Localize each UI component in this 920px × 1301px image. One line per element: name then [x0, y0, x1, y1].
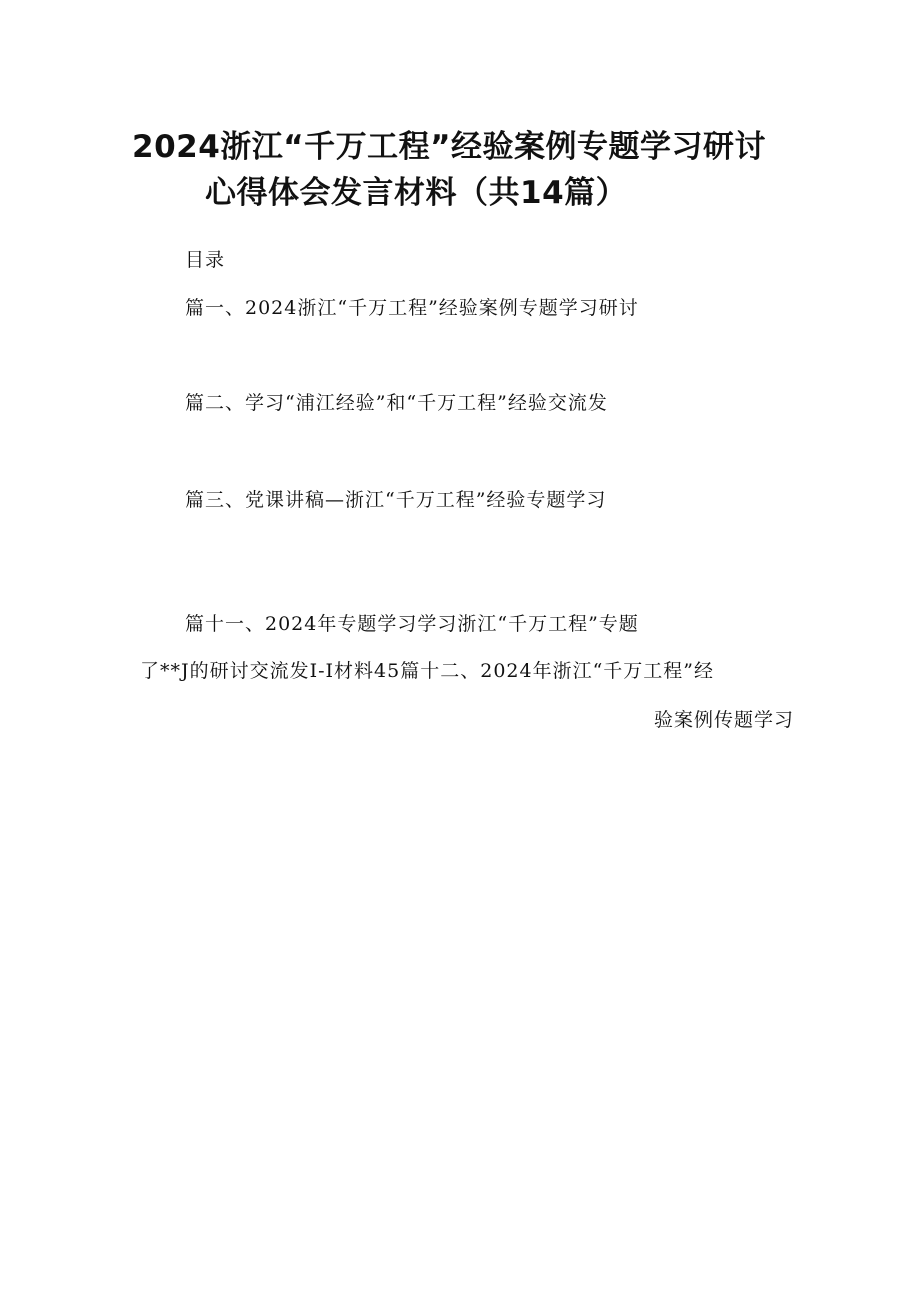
- toc-entry-3: 篇三、党课讲稿—浙江“千万工程”经验专题学习: [185, 489, 607, 511]
- toc-heading: 目录: [185, 249, 226, 271]
- document-title-line-2: 心得体会发言材料（共14篇）: [205, 175, 628, 211]
- toc-entry-2: 篇二、学习“浦江经验”和“千万工程”经验交流发: [185, 392, 608, 414]
- document-title-line-1: 2024浙江“千万工程”经验案例专题学习研讨: [132, 129, 767, 165]
- toc-entry-1: 篇一、2024浙江“千万工程”经验案例专题学习研讨: [185, 297, 639, 319]
- toc-entry-11: 篇十一、2024年专题学习学习浙江“千万工程”专题: [185, 613, 639, 635]
- toc-entry-11-continuation: 了**J的研讨交流发I-I材料45篇十二、2024年浙江“千万工程”经: [140, 660, 715, 682]
- toc-entry-12-continuation: 验案例传题学习: [653, 709, 794, 731]
